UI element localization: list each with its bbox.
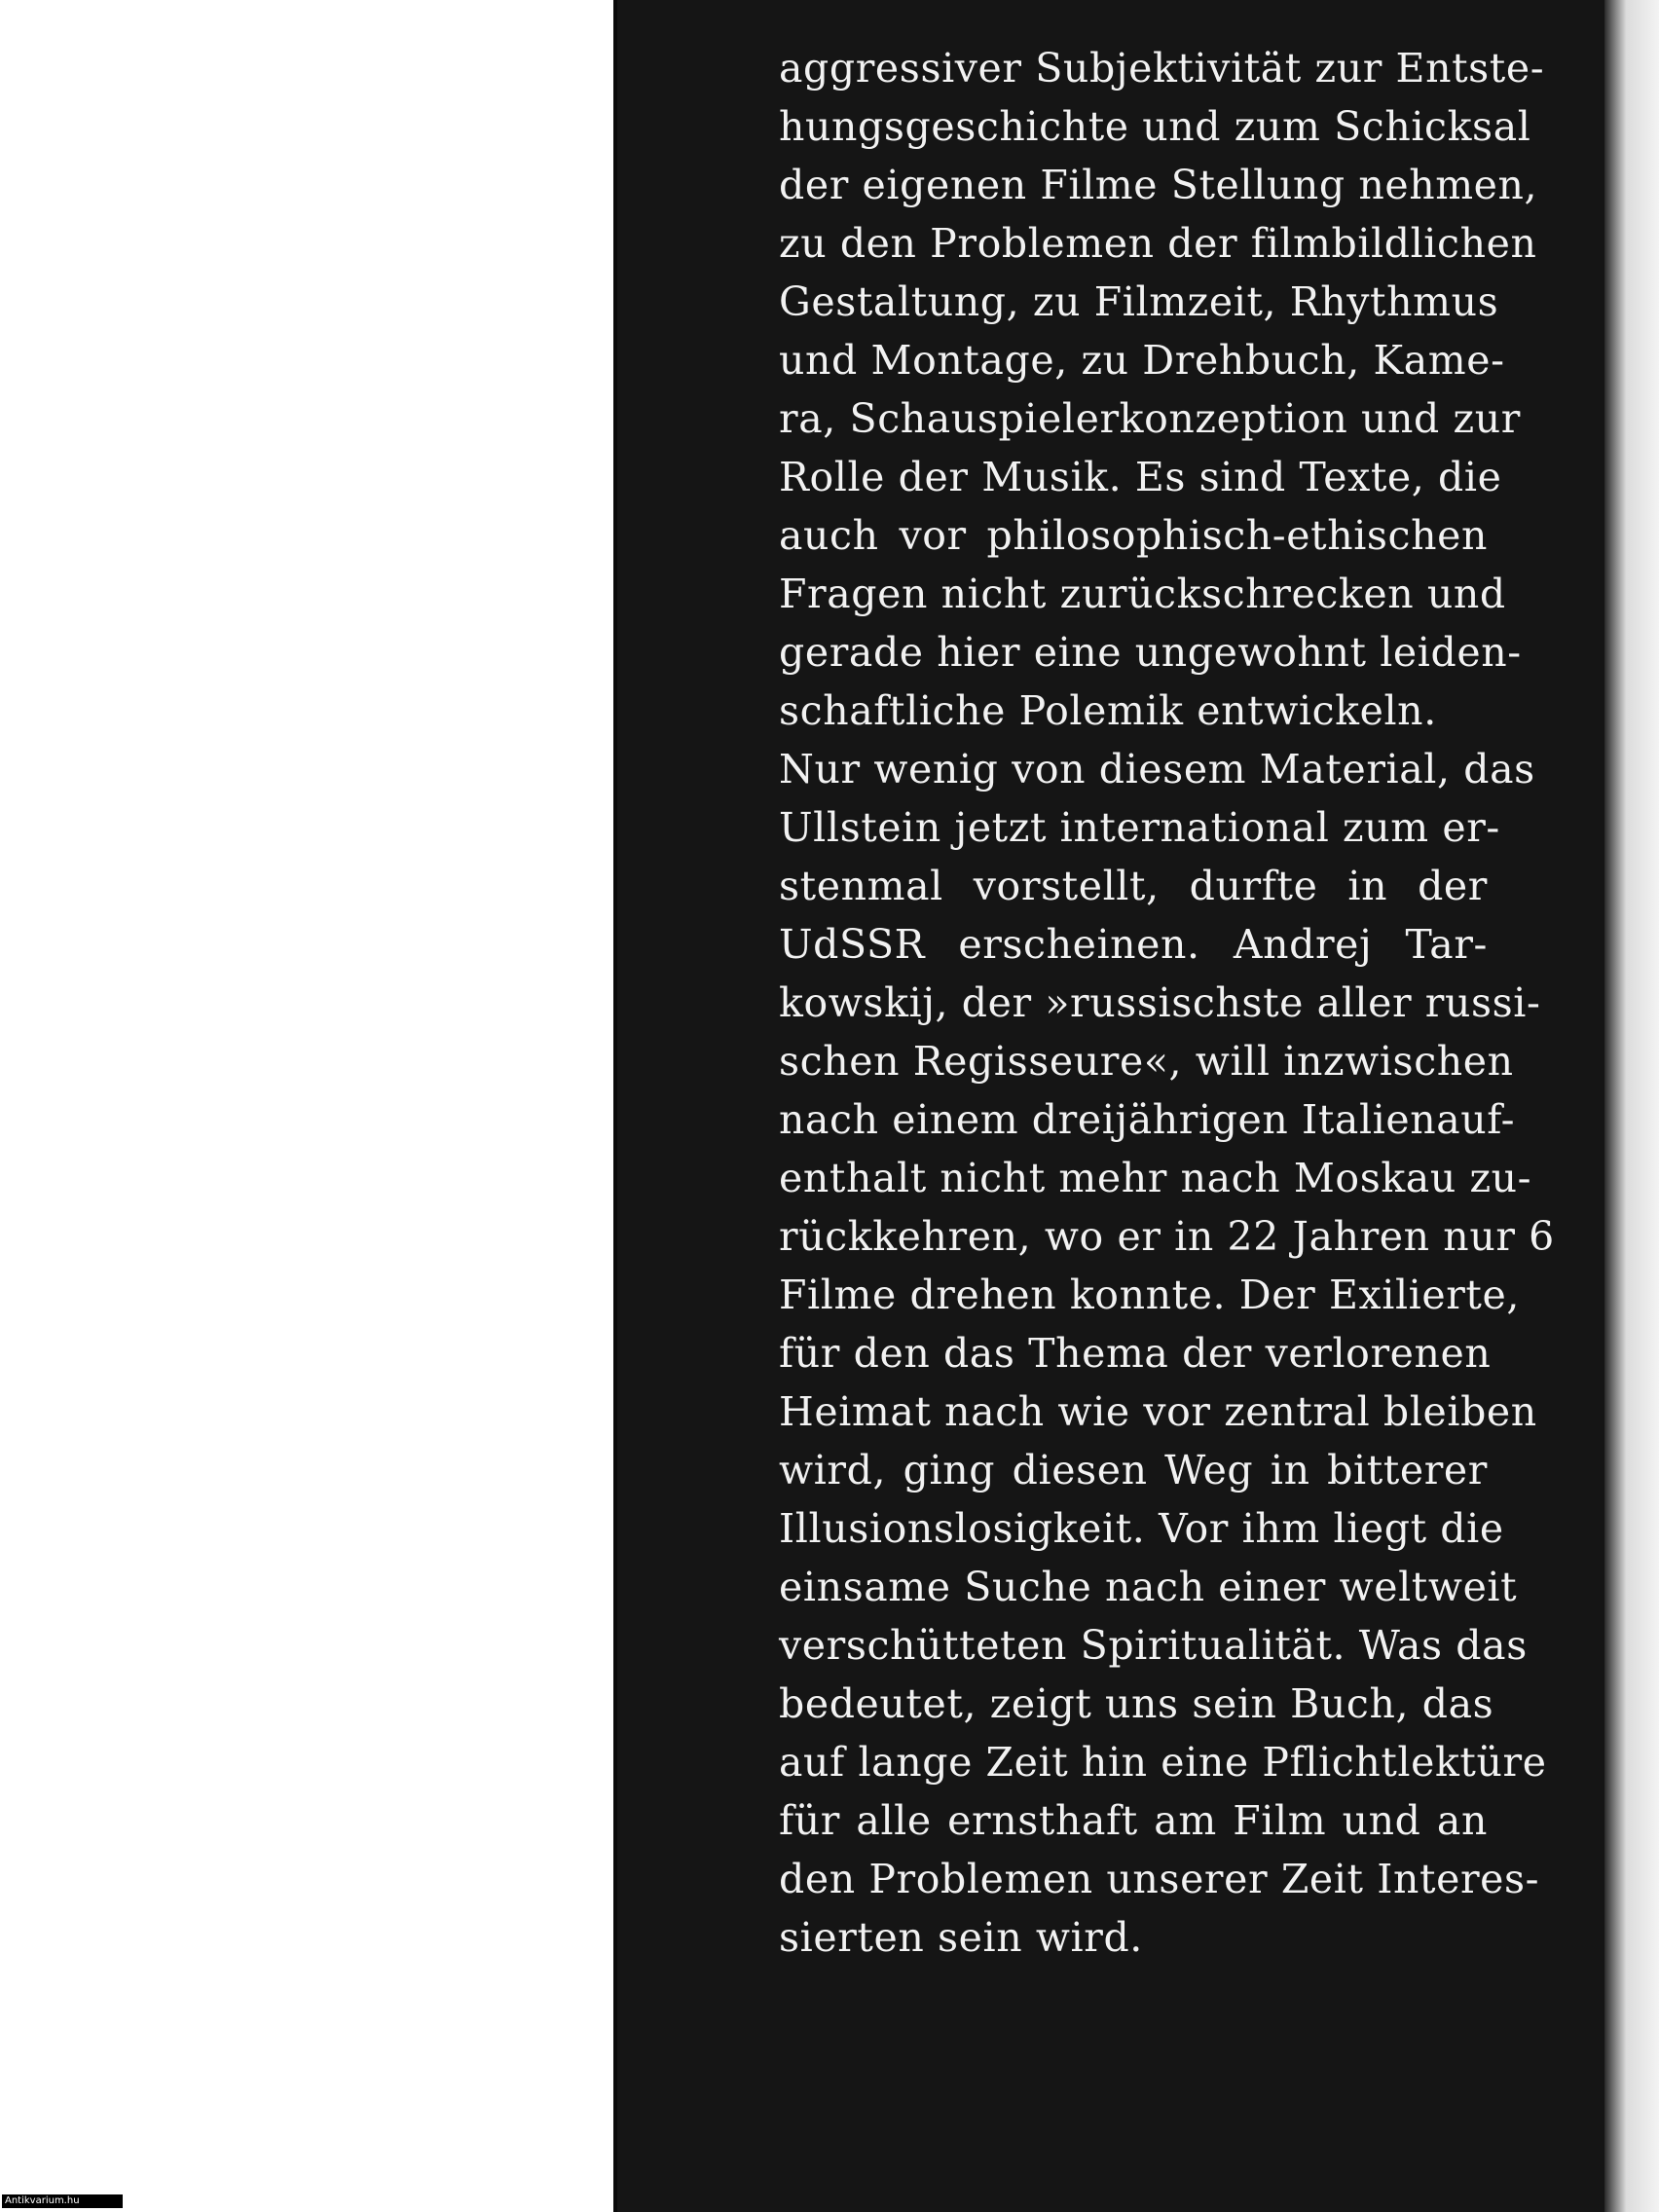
blurb-line: schen Regisseure«, will inzwischen [779, 1038, 1514, 1085]
blurb-line: gerade hier eine ungewohnt leiden- [779, 629, 1522, 676]
blurb-line: zu den Problemen der filmbildlichen [779, 220, 1537, 267]
blurb-line: ra, Schauspielerkonzeption und zur [779, 395, 1521, 442]
blurb-line: enthalt nicht mehr nach Moskau zu- [779, 1155, 1532, 1201]
book-spine-edge [1604, 0, 1659, 2212]
blurb-line: aggressiver Subjektivität zur Entste- [779, 45, 1545, 92]
blurb-line: rückkehren, wo er in 22 Jahren nur 6 [779, 1213, 1555, 1260]
blurb-line: kowskij, der »russischste aller russi- [779, 979, 1541, 1026]
blurb-line: Illusionslosigkeit. Vor ihm liegt die [779, 1505, 1504, 1552]
blurb-line: wird, ging diesen Weg in bitterer [779, 1447, 1488, 1493]
blurb-line: den Problemen unserer Zeit Interes- [779, 1856, 1540, 1902]
blurb-line: verschütteten Spiritualität. Was das [779, 1622, 1528, 1669]
blurb-line: bedeutet, zeigt uns sein Buch, das [779, 1680, 1494, 1727]
blurb-line: einsame Suche nach einer weltweit [779, 1564, 1518, 1610]
watermark-label: Antikvarium.hu [2, 2194, 123, 2208]
blurb-line: Fragen nicht zurückschrecken und [779, 571, 1506, 617]
blurb-line: stenmal vorstellt, durfte in der [779, 863, 1488, 909]
blurb-line: schaftliche Polemik entwickeln. [779, 687, 1437, 734]
blurb-line: Ullstein jetzt international zum er- [779, 804, 1500, 851]
blurb-line: nach einem dreijährigen Italienauf- [779, 1096, 1516, 1143]
blurb-line: Heimat nach wie vor zentral bleiben [779, 1388, 1537, 1435]
blurb-line: für den das Thema der verlorenen [779, 1330, 1492, 1377]
blurb-line: auf lange Zeit hin eine Pflichtlektüre [779, 1739, 1547, 1786]
blurb-line: hungsgeschichte und zum Schicksal [779, 103, 1531, 150]
blurb-line: für alle ernsthaft am Film und an [779, 1797, 1488, 1844]
blurb-line: der eigenen Filme Stellung nehmen, [779, 162, 1538, 208]
blurb-line: auch vor philosophisch-ethischen [779, 512, 1488, 559]
blank-margin [0, 0, 618, 2212]
blurb-line: sierten sein wird. [779, 1914, 1143, 1961]
blurb-line: Rolle der Musik. Es sind Texte, die [779, 454, 1502, 500]
blurb-text [779, 39, 1555, 1967]
blurb-line: Filme drehen konnte. Der Exilierte, [779, 1272, 1521, 1318]
blurb-line: UdSSR erscheinen. Andrej Tar- [779, 921, 1488, 968]
blurb-line: und Montage, zu Drehbuch, Kame- [779, 337, 1505, 384]
blurb-line: Gestaltung, zu Filmzeit, Rhythmus [779, 278, 1499, 325]
blurb-line: Nur wenig von diesem Material, das [779, 746, 1535, 793]
